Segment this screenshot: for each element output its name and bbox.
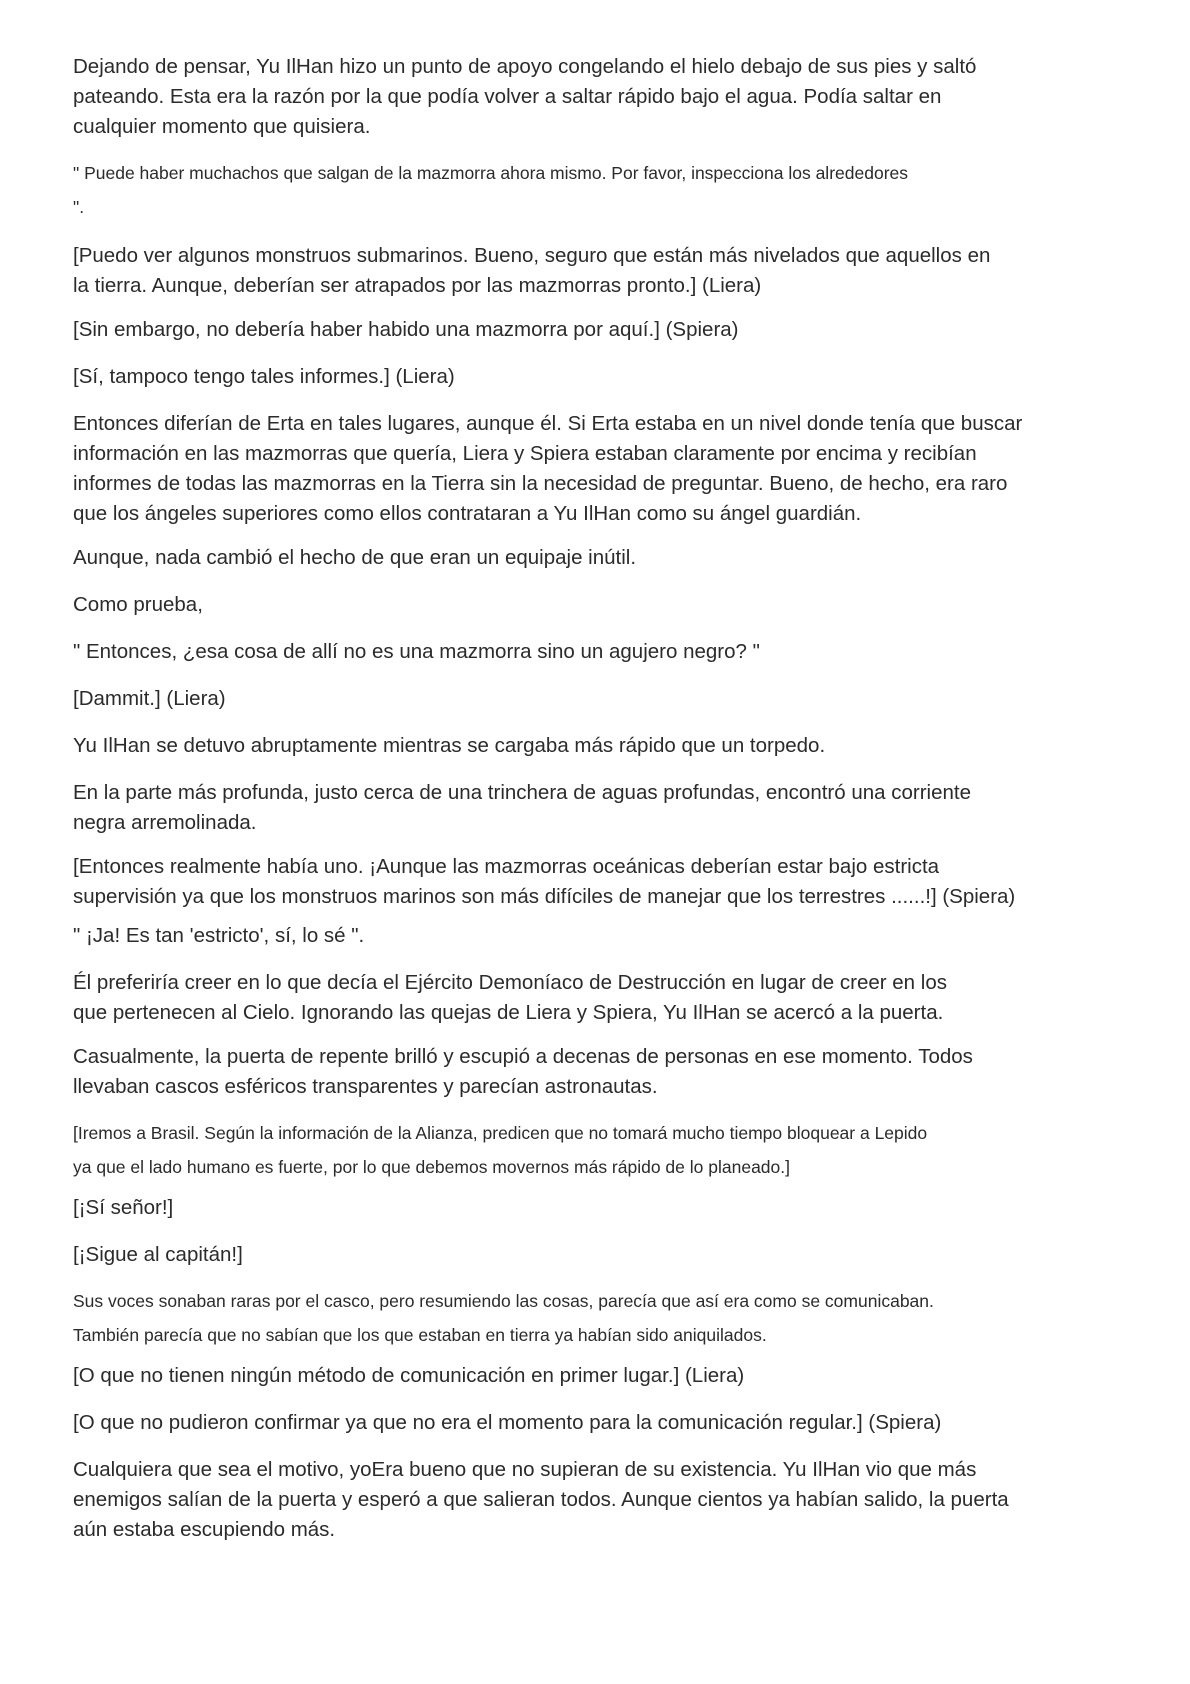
paragraph: [Iremos a Brasil. Según la información de la Alianza, predicen que no tomará mucho tiempo bloquear a Lepido ya que el lado humano es fuerte, por lo que debemos movernos más rápido de lo planeado.] <box>73 1123 928 1177</box>
paragraph: Sus voces sonaban raras por el casco, pero resumiendo las cosas, parecía que así era como se comunicaban. También parecía que no sabían que los que estaban en tierra ya habían sido aniquilados. <box>73 1291 934 1345</box>
paragraph: [Sin embargo, no debería haber habido una mazmorra por aquí.] (Spiera) <box>73 318 739 341</box>
paragraph: Él preferiría creer en lo que decía el Ejército Demoníaco de Destrucción en lugar de creer en los que pertenecen al Cielo. Ignorando las quejas de Liera y Spiera, Yu IlHan se acercó a la puerta. <box>73 971 947 1024</box>
paragraph: Casualmente, la puerta de repente brilló y escupió a decenas de personas en ese momento. Todos llevaban cascos esféricos transparentes y parecían astronautas. <box>73 1045 973 1098</box>
paragraph: [Entonces realmente había uno. ¡Aunque las mazmorras oceánicas deberían estar bajo estricta supervisión ya que los monstruos marinos son más difíciles de manejar que los terrestres ......!] (Spiera) <box>73 855 1016 908</box>
paragraph: " Entonces, ¿esa cosa de allí no es una mazmorra sino un agujero negro? " <box>73 640 760 663</box>
paragraph: En la parte más profunda, justo cerca de una trinchera de aguas profundas, encontró una corriente negra arremolinada. <box>73 781 972 834</box>
paragraph: Aunque, nada cambió el hecho de que eran un equipaje inútil. <box>73 546 637 569</box>
paragraph: " ¡Ja! Es tan 'estricto', sí, lo sé ". <box>73 924 365 947</box>
document-page <box>73 52 1113 1545</box>
paragraph: [¡Sigue al capitán!] <box>73 1243 243 1266</box>
paragraph: [Puedo ver algunos monstruos submarinos. Bueno, seguro que están más nivelados que aquellos en la tierra. Aunque, deberían ser atrapados por las mazmorras pronto.] (Liera) <box>73 244 991 297</box>
paragraph: Yu IlHan se detuvo abruptamente mientras se cargaba más rápido que un torpedo. <box>73 734 826 757</box>
paragraph: [Sí, tampoco tengo tales informes.] (Liera) <box>73 365 455 388</box>
paragraph: [O que no pudieron confirmar ya que no era el momento para la comunicación regular.] (Spiera) <box>73 1411 942 1434</box>
paragraph: [Dammit.] (Liera) <box>73 687 226 710</box>
paragraph: Dejando de pensar, Yu IlHan hizo un punto de apoyo congelando el hielo debajo de sus pies y saltó pateando. Esta era la razón por la que podía volver a saltar rápido bajo el agua. Podía saltar en cualquier momento que quisiera. <box>73 55 977 138</box>
paragraph: Cualquiera que sea el motivo, yoEra bueno que no supieran de su existencia. Yu IlHan vio que más enemigos salían de la puerta y esperó a que salieran todos. Aunque cientos ya habían salido, la puerta aún estaba escupiendo más. <box>73 1458 1009 1541</box>
paragraph: " Puede haber muchachos que salgan de la mazmorra ahora mismo. Por favor, inspecciona los alrededores ". <box>73 163 909 217</box>
paragraph: Como prueba, <box>73 593 203 616</box>
paragraph: [O que no tienen ningún método de comunicación en primer lugar.] (Liera) <box>73 1364 745 1387</box>
paragraph: [¡Sí señor!] <box>73 1196 174 1219</box>
paragraph: Entonces diferían de Erta en tales lugares, aunque él. Si Erta estaba en un nivel donde tenía que buscar información en las mazmorras que quería, Liera y Spiera estaban claramente por encima y recibían informes de todas las mazmorras en la Tierra sin la necesidad de preguntar. Bueno, de hecho, era raro que los ángeles superiores como ellos contrataran a Yu IlHan como su ángel guardián. <box>73 412 1023 525</box>
